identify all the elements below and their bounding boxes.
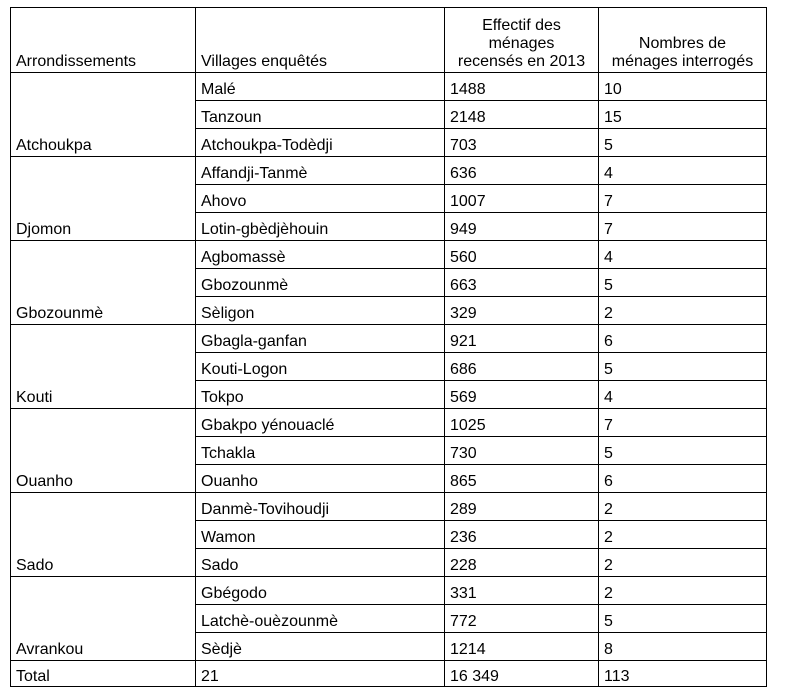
table-row [11,577,767,605]
village-cell: Sèligon [196,297,445,325]
total-interroges-cell: 113 [599,661,767,687]
village-cell: Affandji-Tanmè [196,157,445,185]
arrondissement-cell: Sado [11,493,196,577]
effectif-cell: 560 [445,241,599,269]
header-nombres [599,8,767,73]
village-cell: Ouanho [196,465,445,493]
interroges-cell: 6 [599,465,767,493]
interroges-cell: 4 [599,381,767,409]
effectif-cell: 289 [445,493,599,521]
interroges-cell: 7 [599,213,767,241]
table-row [11,493,767,521]
village-cell: Malé [196,73,445,101]
table-row [11,241,767,269]
village-cell: Tanzoun [196,101,445,129]
header-nombres-line1: Nombres de [638,35,727,52]
table-row [11,157,767,185]
effectif-cell: 2148 [445,101,599,129]
interroges-cell: 5 [599,129,767,157]
village-cell: Sèdjè [196,633,445,661]
interroges-cell: 2 [599,521,767,549]
header-effectif-line3: recensés en 2013 [457,53,586,70]
village-cell: Gbakpo yénouaclé [196,409,445,437]
total-effectif-cell: 16 349 [445,661,599,687]
survey-table [10,7,767,687]
header-villages [196,8,445,73]
header-effectif-line2: ménages [488,35,555,52]
interroges-cell: 4 [599,241,767,269]
effectif-cell: 569 [445,381,599,409]
village-cell: Tchakla [196,437,445,465]
effectif-cell: 949 [445,213,599,241]
village-cell: Danmè-Tovihoudji [196,493,445,521]
effectif-cell: 703 [445,129,599,157]
village-cell: Gbagla-ganfan [196,325,445,353]
arrondissement-cell: Ouanho [11,409,196,493]
effectif-cell: 236 [445,521,599,549]
village-cell: Gbozounmè [196,269,445,297]
interroges-cell: 5 [599,437,767,465]
header-villages-text: Villages enquêtés [201,53,328,70]
interroges-cell: 4 [599,157,767,185]
effectif-cell: 1488 [445,73,599,101]
interroges-cell: 5 [599,605,767,633]
effectif-cell: 331 [445,577,599,605]
village-cell: Wamon [196,521,445,549]
interroges-cell: 2 [599,549,767,577]
interroges-cell: 10 [599,73,767,101]
arrondissement-cell: Kouti [11,325,196,409]
effectif-cell: 730 [445,437,599,465]
arrondissement-cell: Atchoukpa [11,73,196,157]
table-row [11,73,767,101]
header-effectif-line1: Effectif des [482,17,561,34]
village-cell: Lotin-gbèdjèhouin [196,213,445,241]
arrondissement-cell: Djomon [11,157,196,241]
village-cell: Kouti-Logon [196,353,445,381]
interroges-cell: 2 [599,297,767,325]
interroges-cell: 2 [599,493,767,521]
interroges-cell: 7 [599,185,767,213]
header-nombres-line2: ménages interrogés [611,53,754,70]
effectif-cell: 921 [445,325,599,353]
arrondissement-cell: Gbozounmè [11,241,196,325]
village-cell: Ahovo [196,185,445,213]
table-row [11,325,767,353]
total-row [11,661,767,687]
effectif-cell: 636 [445,157,599,185]
effectif-cell: 772 [445,605,599,633]
village-cell: Gbégodo [196,577,445,605]
table-body [11,8,767,687]
effectif-cell: 228 [445,549,599,577]
header-arrondissements-text: Arrondissements [16,53,137,70]
village-cell: Tokpo [196,381,445,409]
village-cell: Atchoukpa-Todèdji [196,129,445,157]
table-row [11,409,767,437]
total-villages-cell: 21 [196,661,445,687]
interroges-cell: 8 [599,633,767,661]
arrondissement-cell: Avrankou [11,577,196,661]
header-effectif [445,8,599,73]
header-row [11,8,767,73]
effectif-cell: 1025 [445,409,599,437]
effectif-cell: 1007 [445,185,599,213]
village-cell: Sado [196,549,445,577]
interroges-cell: 6 [599,325,767,353]
interroges-cell: 7 [599,409,767,437]
header-arrondissements [11,8,196,73]
effectif-cell: 686 [445,353,599,381]
interroges-cell: 5 [599,269,767,297]
effectif-cell: 329 [445,297,599,325]
effectif-cell: 865 [445,465,599,493]
interroges-cell: 2 [599,577,767,605]
village-cell: Agbomassè [196,241,445,269]
effectif-cell: 1214 [445,633,599,661]
interroges-cell: 15 [599,101,767,129]
total-label-cell: Total [11,661,196,687]
effectif-cell: 663 [445,269,599,297]
interroges-cell: 5 [599,353,767,381]
village-cell: Latchè-ouèzounmè [196,605,445,633]
